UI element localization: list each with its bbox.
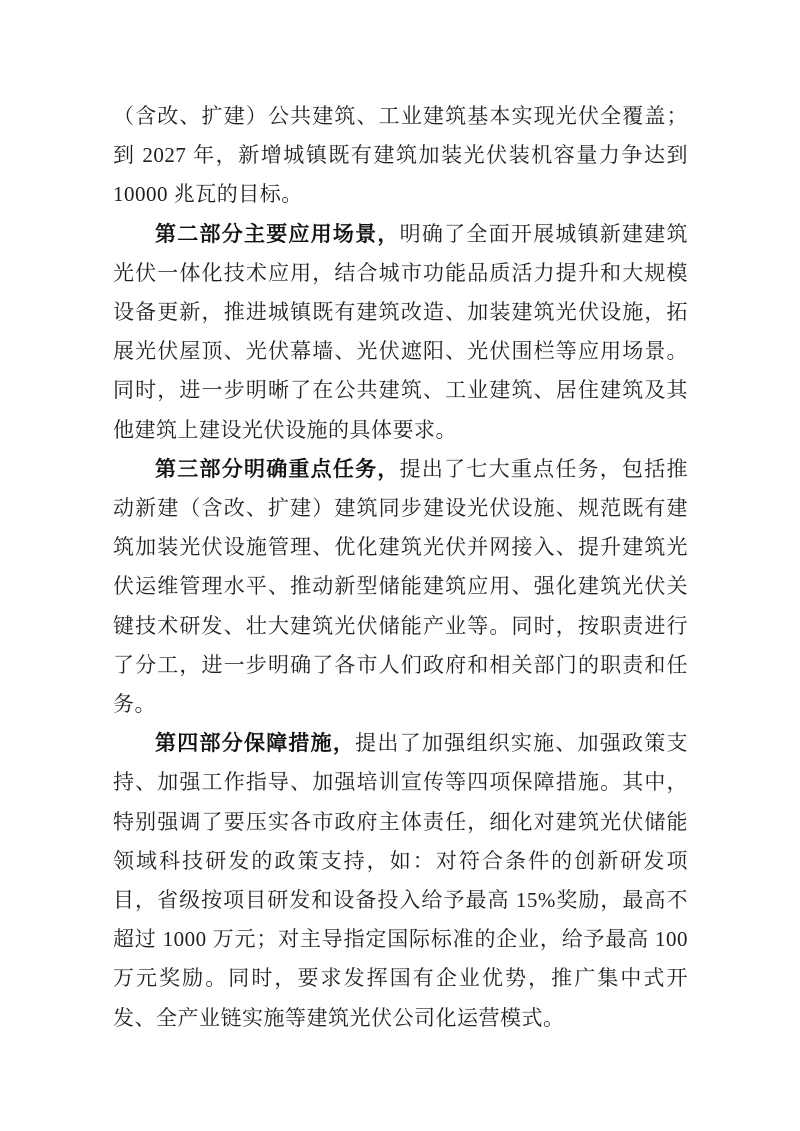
paragraph-section-4 (113, 724, 688, 1038)
section-4-heading: 第四部分保障措施， (155, 731, 356, 756)
paragraph-section-2 (113, 215, 688, 450)
paragraph-section-3 (113, 450, 688, 724)
document-body (113, 97, 688, 1038)
paragraph-text: 明确了全面开展城镇新建建筑光伏一体化技术应用，结合城市功能品质活力提升和大规模设备更新，推进城镇既有建筑改造、加装建筑光伏设施，拓展光伏屋顶、光伏幕墙、光伏遮阳、光伏围栏等应用场景。同时，进一步明晰了在公共建筑、工业建筑、居住建筑及其他建筑上建设光伏设施的具体要求。 (113, 221, 689, 442)
paragraph-text: 提出了加强组织实施、加强政策支持、加强工作指导、加强培训宣传等四项保障措施。其中，特别强调了要压实各市政府主体责任，细化对建筑光伏储能领域科技研发的政策支持，如：对符合条件的创新研发项目，省级按项目研发和设备投入给予最高 15%奖励，最高不超过 1000 万元；对主导指定国际标准的企业，给予最高 100 万元奖励。同时，要求发挥国有企业优势，推广集中式开发、全产业链实施等建筑光伏公司化运营模式。 (113, 731, 689, 1030)
section-2-heading: 第二部分主要应用场景， (155, 221, 400, 246)
paragraph-text: （含改、扩建）公共建筑、工业建筑基本实现光伏全覆盖；到 2027 年，新增城镇既有建筑加装光伏装机容量力争达到 10000 兆瓦的目标。 (113, 104, 688, 207)
section-3-heading: 第三部分明确重点任务， (155, 456, 400, 481)
paragraph-continuation (113, 97, 688, 215)
paragraph-text: 提出了七大重点任务，包括推动新建（含改、扩建）建筑同步建设光伏设施、规范既有建筑加装光伏设施管理、优化建筑光伏并网接入、提升建筑光伏运维管理水平、推动新型储能建筑应用、强化建筑光伏关键技术研发、壮大建筑光伏储能产业等。同时，按职责进行了分工，进一步明确了各市人们政府和相关部门的职责和任务。 (113, 456, 689, 717)
